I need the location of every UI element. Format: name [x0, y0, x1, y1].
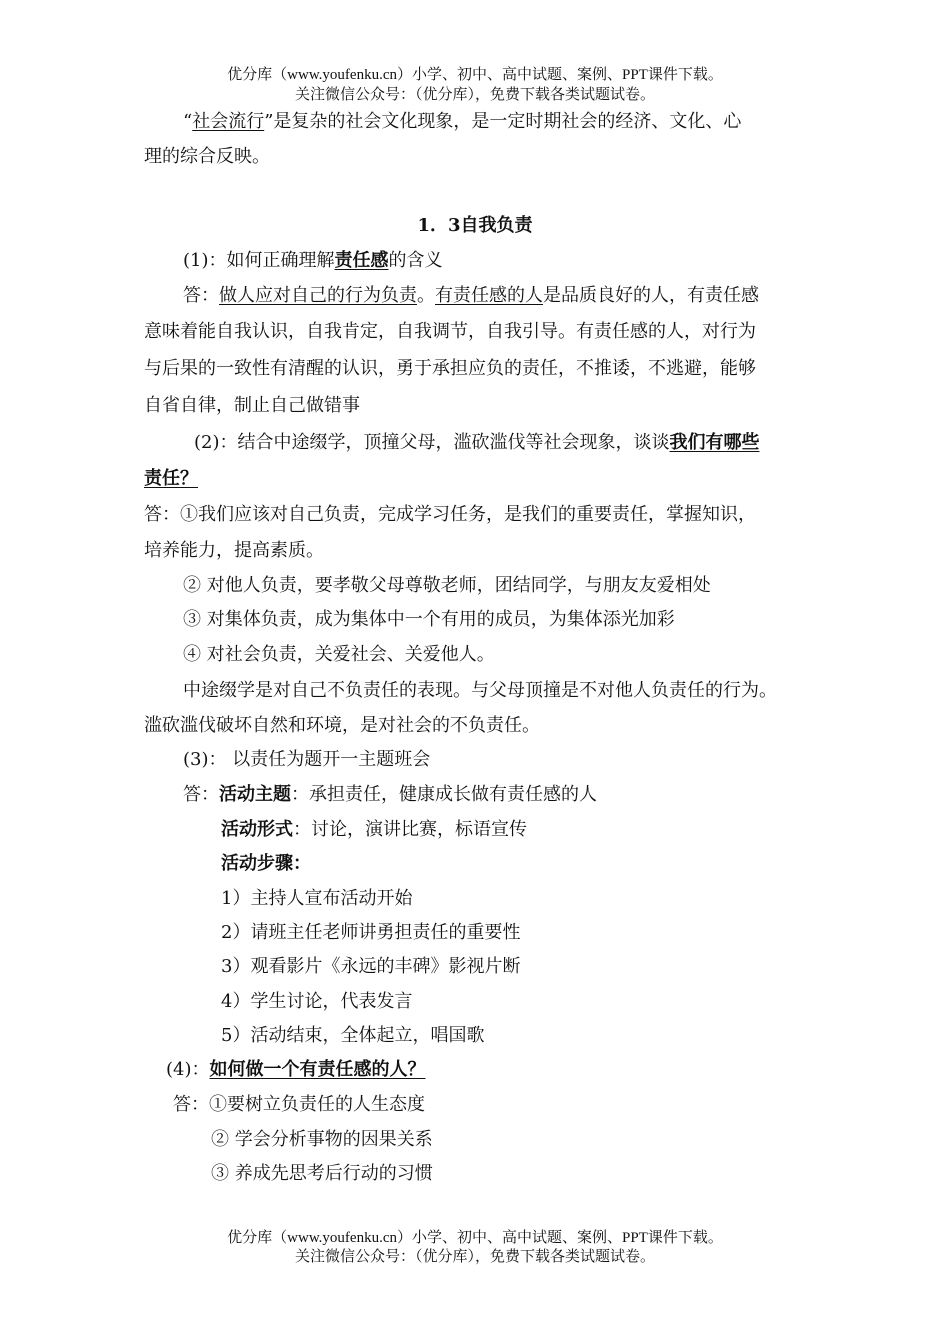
q3-step-item: 5）活动结束，全体起立，唱国歌 [221, 1025, 485, 1046]
page-header-line-2: 关注微信公众号：（优分库），免费下载各类试题试卷。 [294, 87, 655, 103]
q1-answer-line-1 [183, 284, 759, 308]
q2-prefix: (2)：结合中途缀学，顶撞父母，滥砍滥伐等社会现象，谈谈 [194, 432, 670, 453]
q4-answer-1: 答：①要树立负责任的人生态度 [173, 1094, 425, 1115]
q4-prefix: (4)： [166, 1059, 210, 1080]
intro-term: 社会流行 [192, 111, 265, 132]
q3-form-label: 活动形式 [221, 819, 293, 840]
q1-answer-sep: 。 [417, 285, 435, 306]
open-quote: “ [183, 111, 193, 132]
q4-keyword: 如何做一个有责任感的人？ [209, 1059, 426, 1080]
q1-suffix: 的含义 [388, 250, 443, 271]
q3-step-item: 4）学生讨论，代表发言 [221, 991, 413, 1012]
q1-answer-key-2: 有责任感的人 [435, 285, 543, 306]
q4-answer-2: ② 学会分析事物的因果关系 [211, 1129, 433, 1150]
q1-keyword: 责任感 [334, 250, 389, 271]
answer-prefix: 答： [183, 285, 219, 306]
q3-step-item: 1）主持人宣布活动开始 [221, 888, 413, 909]
q3-theme-label: 活动主题 [219, 784, 291, 805]
q2-keyword: 我们有哪些 [669, 432, 760, 453]
q2-summary-1: 中途缀学是对自己不负责任的表现。与父母顶撞是不对他人负责任的行为。 [183, 680, 777, 701]
q1-answer-line-3: 与后果的一致性有清醒的认识，勇于承担应负的责任，不推诿，不逃避，能够 [144, 358, 756, 379]
q3-steps-label: 活动步骤： [221, 853, 311, 874]
q3-form-value: ：讨论，演讲比赛，标语宣传 [293, 819, 527, 840]
q2-keyword-continued: 责任？ [144, 468, 198, 489]
q1-answer-key-1: 做人应对自己的行为负责 [219, 285, 417, 306]
q2-answer-3: ③ 对集体负责，成为集体中一个有用的成员，为集体添光加彩 [183, 609, 675, 630]
q2-question [194, 431, 760, 455]
q3-step-item: 2）请班主任老师讲勇担责任的重要性 [221, 922, 521, 943]
q3-theme [183, 783, 597, 807]
q4-question [166, 1058, 426, 1082]
q1-prefix: (1)：如何正确理解 [183, 250, 335, 271]
page-footer-line-2: 关注微信公众号：（优分库），免费下载各类试题试卷。 [294, 1249, 655, 1265]
q1-answer-rest: 是品质良好的人，有责任感 [543, 285, 759, 306]
intro-line-1 [183, 110, 741, 134]
q2-summary-2: 滥砍滥伐破坏自然和环境，是对社会的不负责任。 [144, 715, 540, 736]
answer-prefix: 答： [183, 784, 219, 805]
q2-answer-2: ② 对他人负责，要孝敬父母尊敬老师，团结同学，与朋友友爱相处 [183, 575, 711, 596]
q3-question: (3)： 以责任为题开一主题班会 [183, 749, 431, 770]
q2-answer-1-continued: 培养能力，提高素质。 [144, 540, 324, 561]
q3-step-item: 3）观看影片《永远的丰碑》影视片断 [221, 956, 521, 977]
q3-form [221, 818, 527, 842]
q3-theme-value: ：承担责任，健康成长做有责任感的人 [291, 784, 597, 805]
q1-answer-line-4: 自省自律，制止自己做错事 [144, 395, 360, 416]
intro-line-2: 理的综合反映。 [144, 146, 270, 167]
page-footer-line-1: 优分库（www.youfenku.cn）小学、初中、高中试题、案例、PPT课件下载。 [227, 1230, 723, 1246]
intro-rest: ”是复杂的社会文化现象，是一定时期社会的经济、文化、心 [264, 111, 742, 132]
q1-answer-line-2: 意味着能自我认识，自我肯定，自我调节，自我引导。有责任感的人，对行为 [144, 321, 756, 342]
q4-answer-3: ③ 养成先思考后行动的习惯 [211, 1163, 433, 1184]
q1-question [183, 249, 443, 273]
q2-answer-4: ④ 对社会负责，关爱社会、关爱他人。 [183, 644, 495, 665]
q2-answer-1: 答：①我们应该对自己负责，完成学习任务，是我们的重要责任，掌握知识， [144, 504, 756, 525]
section-title: 1．3自我负责 [417, 215, 533, 236]
page-header-line-1: 优分库（www.youfenku.cn）小学、初中、高中试题、案例、PPT课件下载。 [227, 67, 723, 83]
